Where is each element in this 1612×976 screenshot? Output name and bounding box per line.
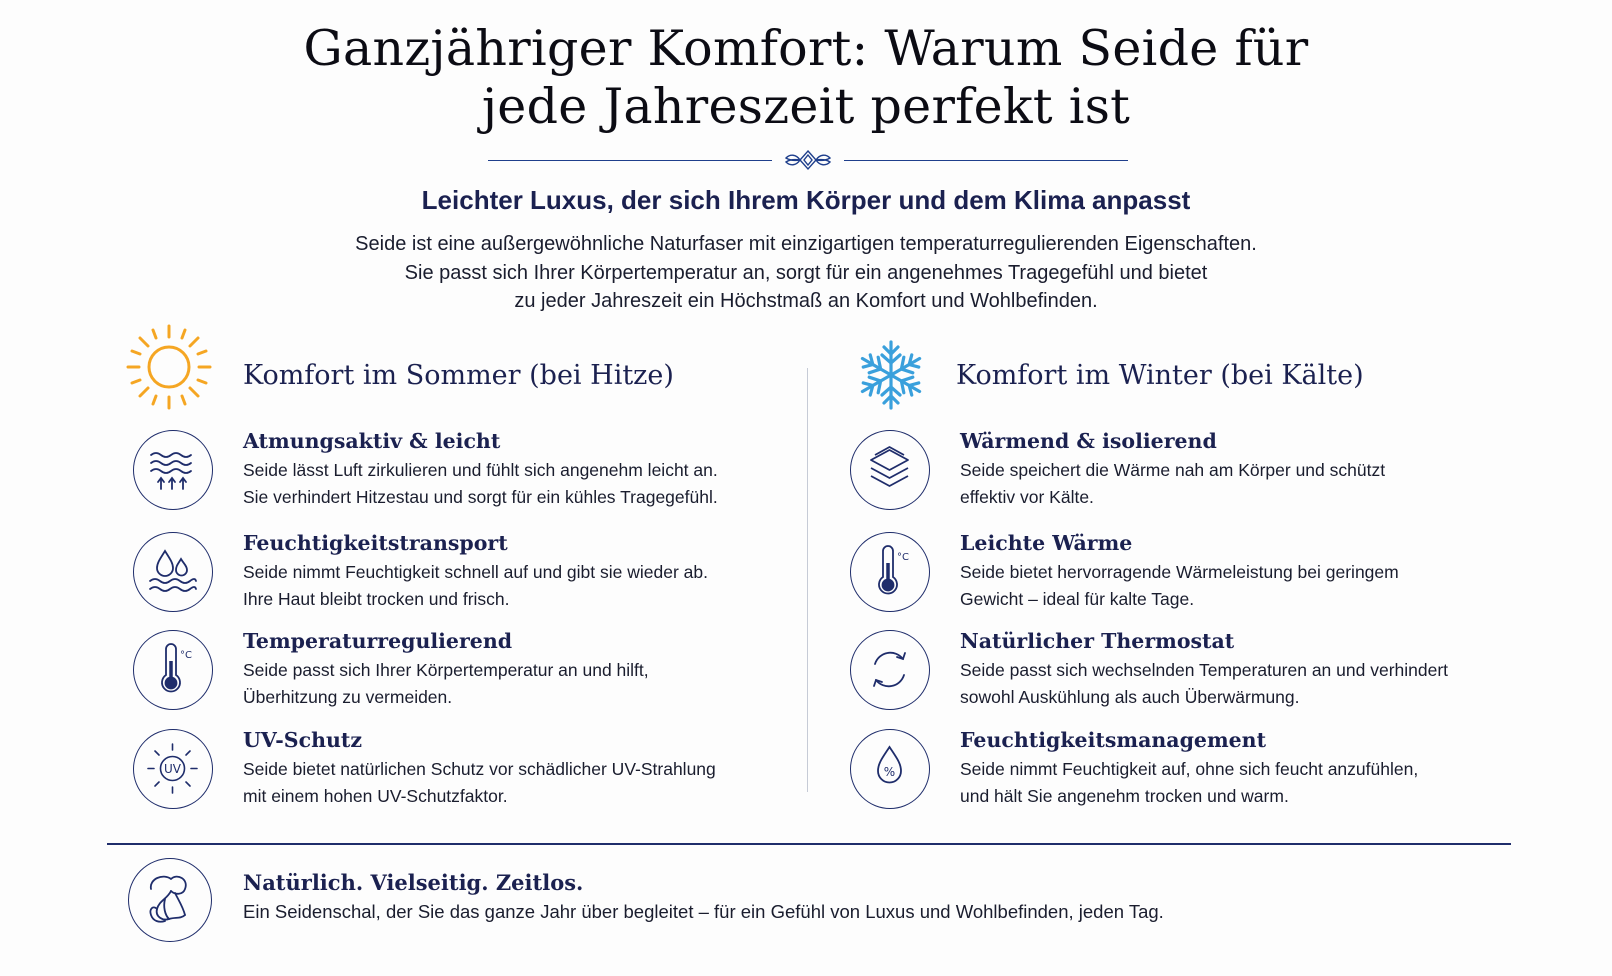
feature-uv-protection xyxy=(133,729,753,819)
thermometer-icon xyxy=(850,532,930,612)
drop-percent-icon xyxy=(850,729,930,809)
feature-line: Seide nimmt Feuchtigkeit schnell auf und gibt sie wieder ab. xyxy=(243,562,708,582)
feature-title: UV-Schutz xyxy=(243,728,363,752)
feature-line: Seide bietet natürlichen Schutz vor schädlicher UV-Strahlung xyxy=(243,759,716,779)
feature-title: Feuchtigkeitstransport xyxy=(243,531,508,555)
feature-description xyxy=(960,457,1520,511)
divider-line-left xyxy=(488,160,772,161)
feature-line: Sie verhindert Hitzestau und sorgt für ein kühles Tragegefühl. xyxy=(243,487,718,507)
feature-line: Gewicht – ideal für kalte Tage. xyxy=(960,589,1195,609)
footer-title: Natürlich. Vielseitig. Zeitlos. xyxy=(243,870,584,895)
feature-description xyxy=(243,657,803,711)
droplets-icon xyxy=(133,532,213,612)
uv-icon xyxy=(133,729,213,809)
feature-line: Seide passt sich Ihrer Körpertemperatur an und hilft, xyxy=(243,660,649,680)
feature-warming-insulating xyxy=(850,430,1470,520)
ornamental-divider xyxy=(488,148,1128,172)
feature-breathable xyxy=(133,430,753,520)
feature-moisture-management xyxy=(850,729,1470,819)
intro-line: zu jeder Jahreszeit ein Höchstmaß an Komfort und Wohlbefinden. xyxy=(514,290,1098,312)
snowflake-icon xyxy=(856,338,926,412)
feature-line: und hält Sie angenehm trocken und warm. xyxy=(960,786,1289,806)
feature-line: Seide passt sich wechselnden Temperaturen an und verhindert xyxy=(960,660,1449,680)
feature-line: Seide speichert die Wärme nah am Körper und schützt xyxy=(960,460,1386,480)
waves-arrows-icon xyxy=(133,430,213,510)
cycle-arrows-icon xyxy=(850,630,930,710)
title-line-1: Ganzjähriger Komfort: Warum Seide für xyxy=(303,20,1309,77)
thermometer-unit: °C xyxy=(180,650,192,661)
ornament-icon xyxy=(778,148,838,172)
feature-description xyxy=(960,559,1520,613)
feature-title: Temperaturregulierend xyxy=(243,629,513,653)
feature-line: Seide nimmt Feuchtigkeit auf, ohne sich feucht anzufühlen, xyxy=(960,759,1419,779)
thermometer-unit: °C xyxy=(897,552,909,563)
subtitle: Leichter Luxus, der sich Ihrem Körper und dem Klima anpasst xyxy=(421,185,1191,215)
feature-title: Wärmend & isolierend xyxy=(960,429,1217,453)
feature-description xyxy=(243,559,803,613)
feature-title: Feuchtigkeitsmanagement xyxy=(960,728,1267,752)
column-divider xyxy=(807,368,808,792)
divider-line-right xyxy=(844,160,1128,161)
feature-description xyxy=(243,457,803,511)
feature-line: Seide lässt Luft zirkulieren und fühlt sich angenehm leicht an. xyxy=(243,460,718,480)
feature-line: effektiv vor Kälte. xyxy=(960,487,1094,507)
feature-title: Leichte Wärme xyxy=(960,531,1133,555)
feature-description xyxy=(960,657,1520,711)
feature-line: sowohl Auskühlung als auch Überwärmung. xyxy=(960,687,1300,707)
feature-temperature-regulating xyxy=(133,630,753,720)
feature-description xyxy=(960,756,1520,810)
title-line-2: jede Jahreszeit perfekt ist xyxy=(481,78,1131,135)
feature-line: Seide bietet hervorragende Wärmeleistung bei geringem xyxy=(960,562,1399,582)
intro-line: Seide ist eine außergewöhnliche Naturfaser mit einzigartigen temperaturregulierenden Eigenschaften. xyxy=(355,233,1257,255)
feature-description xyxy=(243,756,803,810)
feature-moisture-transport xyxy=(133,532,753,622)
feature-line: mit einem hohen UV-Schutzfaktor. xyxy=(243,786,508,806)
summer-section-title: Komfort im Sommer (bei Hitze) xyxy=(243,360,674,391)
winter-section-title: Komfort im Winter (bei Kälte) xyxy=(956,360,1364,391)
intro-text xyxy=(0,230,1612,316)
feature-title: Natürlicher Thermostat xyxy=(960,629,1235,653)
sun-icon xyxy=(124,322,214,412)
silk-scarf-icon xyxy=(128,858,212,942)
feature-light-warmth xyxy=(850,532,1470,622)
percent-label: % xyxy=(883,765,896,779)
section-divider xyxy=(107,843,1511,845)
footer-text: Ein Seidenschal, der Sie das ganze Jahr über begleitet – für ein Gefühl von Luxus und Wohlbefinden, jeden Tag. xyxy=(243,901,1164,922)
thermometer-icon xyxy=(133,630,213,710)
feature-line: Überhitzung zu vermeiden. xyxy=(243,687,453,707)
intro-line: Sie passt sich Ihrer Körpertemperatur an, sorgt für ein angenehmes Tragegefühl und bietet xyxy=(404,261,1208,284)
uv-label: UV xyxy=(164,762,181,776)
feature-line: Ihre Haut bleibt trocken und frisch. xyxy=(243,589,510,609)
layers-icon xyxy=(850,430,930,510)
feature-title: Atmungsaktiv & leicht xyxy=(243,429,501,453)
page-title xyxy=(0,20,1612,136)
feature-natural-thermostat xyxy=(850,630,1470,720)
